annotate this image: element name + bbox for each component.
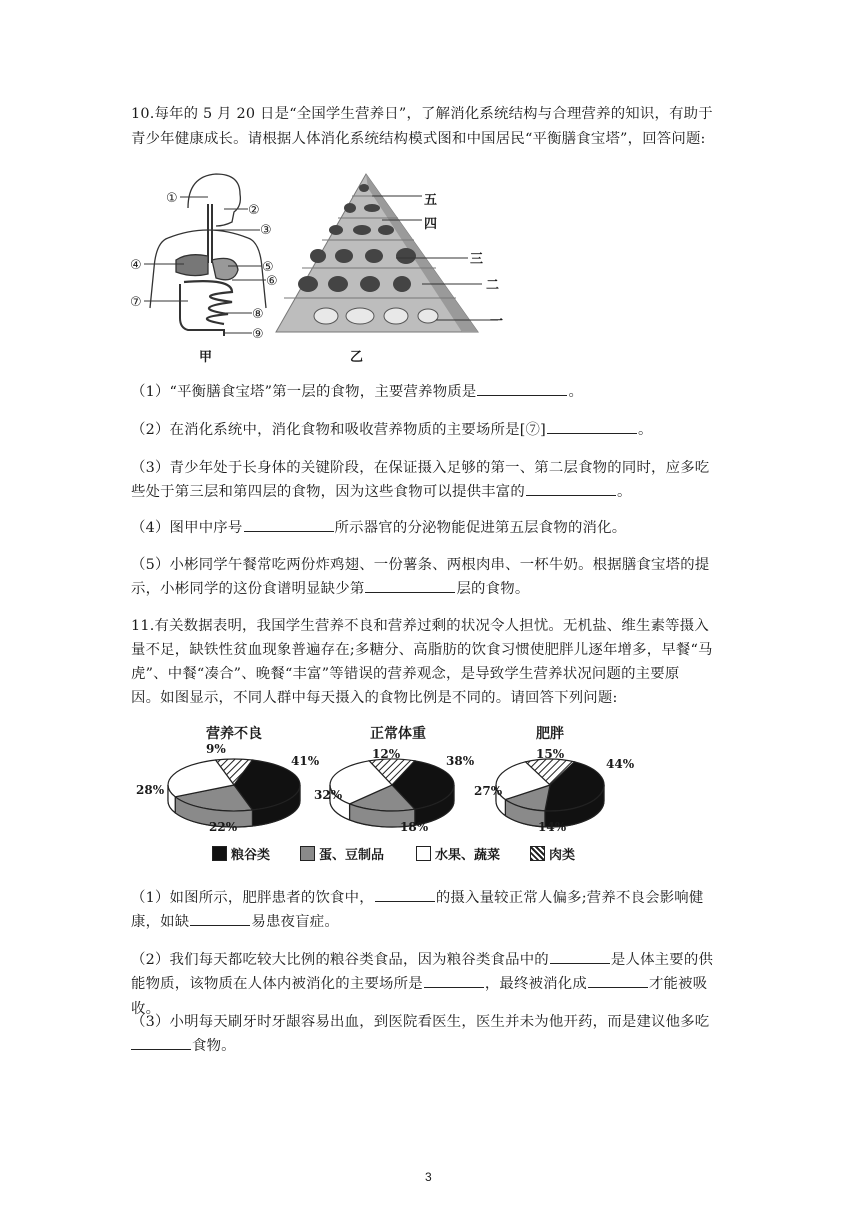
organ-label-1: ① — [166, 191, 178, 206]
page-number: 3 — [425, 1170, 432, 1184]
answer-blank[interactable] — [526, 480, 616, 496]
pct-label: 14% — [538, 820, 567, 834]
answer-blank[interactable] — [550, 948, 610, 964]
legend-label: 粮谷类 — [231, 848, 271, 863]
pyramid-label-4: 四 — [424, 217, 438, 232]
organ-label-9: ⑨ — [252, 327, 264, 342]
q10-sub5-line2 — [131, 577, 731, 602]
organ-label-3: ③ — [260, 223, 272, 238]
q11-sub1-text: （1）如图所示，肥胖患者的饮食中， — [131, 890, 374, 906]
pct-label: 9% — [206, 742, 226, 756]
answer-blank[interactable] — [424, 972, 484, 988]
pyramid-label-2: 二 — [486, 278, 500, 293]
q11-line3: 虎”、中餐“凑合”、晚餐“丰富”等错误的营养观念，是导致学生营养状况问题的主要原 — [131, 666, 680, 682]
pct-label: 12% — [372, 747, 401, 761]
q11-sub2-text4: ，最终被消化成 — [484, 976, 587, 992]
q11-sub1-end: 易患夜盲症。 — [251, 914, 339, 930]
pie-title-normal: 正常体重 — [370, 726, 426, 742]
q11-sub3-line2 — [131, 1034, 731, 1059]
q10-sub1-end: 。 — [568, 384, 584, 400]
q10-sub2-text: （2）在消化系统中，消化食物和吸收营养物质的主要场所是[⑦] — [131, 422, 546, 438]
q10-intro-line2: 青少年健康成长。请根据人体消化系统结构模式图和中国居民“平衡膳食宝塔”，回答问题: — [131, 131, 706, 147]
legend-label: 肉类 — [549, 848, 576, 863]
q11-line1: 11.有关数据表明，我国学生营养不良和营养过剩的状况令人担忧。无机盐、维生素等摄入 — [131, 618, 709, 634]
legend-grain — [212, 844, 270, 863]
q11-sub2-text: （2）我们每天都吃较大比例的粮谷类食品，因为粮谷类食品中的 — [131, 952, 549, 968]
pct-label: 44% — [606, 757, 635, 771]
q10-sub5-end: 层的食物。 — [456, 581, 530, 597]
q10-sub4-text: （4）图甲中序号 — [131, 520, 243, 536]
pct-label: 27% — [474, 784, 503, 798]
pct-label: 38% — [446, 754, 475, 768]
answer-blank[interactable] — [244, 516, 334, 532]
fig-yi-caption: 乙 — [350, 350, 364, 365]
q11-sub1-line1 — [131, 886, 731, 911]
q10-sub5-line1: （5）小彬同学午餐常吃两份炸鸡翅、一份薯条、两根肉串、一杯牛奶。根据膳食宝塔的提 — [131, 557, 710, 573]
q11-sub1-line2 — [131, 910, 731, 935]
pct-label: 18% — [400, 820, 429, 834]
pie-title-malnutrition: 营养不良 — [206, 726, 262, 742]
q10-sub4-end: 所示器官的分泌物能促进第五层食物的消化。 — [334, 520, 627, 536]
q10-sub2 — [131, 418, 731, 443]
legend-swatch — [416, 846, 431, 861]
pyramid-label-1: 一 — [490, 314, 504, 329]
legend-meat — [530, 844, 575, 863]
q10-sub3-line2 — [131, 480, 731, 505]
q10-sub1 — [131, 380, 731, 405]
organ-label-2: ② — [248, 203, 260, 218]
q11-sub1-text3: 康，如缺 — [131, 914, 190, 930]
pct-label: 15% — [536, 747, 565, 761]
pct-label: 32% — [314, 788, 343, 802]
legend-swatch — [212, 846, 227, 861]
answer-blank[interactable] — [365, 577, 455, 593]
fig-jia-caption: 甲 — [199, 350, 213, 365]
legend-fruit-veg — [416, 844, 500, 863]
head-outline — [188, 174, 240, 226]
q11-sub2-text2: 是人体主要的供 — [610, 952, 714, 968]
organ-label-5: ⑤ — [262, 260, 274, 275]
pyramid-label-3: 三 — [470, 252, 484, 267]
pct-label: 22% — [209, 820, 238, 834]
q10-sub1-text: （1）“平衡膳食宝塔”第一层的食物，主要营养物质是 — [131, 384, 477, 400]
organ-label-8: ⑧ — [252, 307, 264, 322]
q10-sub3-text: 些处于第三层和第四层的食物，因为这些食物可以提供丰富的 — [131, 484, 525, 500]
answer-blank[interactable] — [588, 972, 648, 988]
answer-blank[interactable] — [190, 910, 250, 926]
q10-sub4 — [131, 516, 731, 541]
q10-intro-line1: 10.每年的 5 月 20 日是“全国学生营养日”，了解消化系统结构与合理营养的知识，有助于 — [131, 106, 713, 122]
q10-sub5-text: 示，小彬同学的这份食谱明显缺少第 — [131, 581, 365, 597]
pyramid-label-5: 五 — [424, 193, 438, 208]
legend-swatch — [530, 846, 545, 861]
pie-title-obese: 肥胖 — [536, 726, 564, 742]
q11-sub3-line1: （3）小明每天刷牙时牙龈容易出血，到医院看医生，医生并未为他开药，而是建议他多吃 — [131, 1014, 710, 1030]
q10-sub3-line1: （3）青少年处于长身体的关键阶段，在保证摄入足够的第一、第二层食物的同时，应多吃 — [131, 460, 710, 476]
legend-label: 蛋、豆制品 — [319, 848, 385, 863]
q11-sub2-text3: 能物质，该物质在人体内被消化的主要场所是 — [131, 976, 423, 992]
q11-sub2-line1 — [131, 948, 731, 973]
q11-sub3-end: 食物。 — [192, 1038, 236, 1054]
answer-blank[interactable] — [547, 418, 637, 434]
q11-sub1-text2: 的摄入量较正常人偏多;营养不良会影响健 — [435, 890, 704, 906]
pct-label: 28% — [136, 783, 165, 797]
q10-sub2-end: 。 — [637, 422, 653, 438]
q11-line4: 因。如图显示，不同人群中每天摄入的食物比例是不同的。请回答下列问题: — [131, 690, 618, 706]
answer-blank[interactable] — [477, 380, 567, 396]
digestive-system-figure — [128, 168, 288, 346]
legend-egg-bean — [300, 844, 384, 863]
q11-line2: 量不足，缺铁性贫血现象普遍存在;多糖分、高脂肪的饮食习惯使肥胖儿逐年增多，早餐“马 — [131, 642, 713, 658]
answer-blank[interactable] — [131, 1034, 191, 1050]
organ-label-6: ⑥ — [266, 274, 278, 289]
legend-label: 水果、蔬菜 — [435, 848, 501, 863]
answer-blank[interactable] — [375, 886, 435, 902]
q10-sub3-end: 。 — [616, 484, 632, 500]
legend-swatch — [300, 846, 315, 861]
organ-label-4: ④ — [130, 258, 142, 273]
organ-label-7: ⑦ — [130, 295, 142, 310]
q11-sub2-end: 才能被吸收。 — [131, 976, 708, 1017]
pct-label: 41% — [291, 754, 320, 768]
